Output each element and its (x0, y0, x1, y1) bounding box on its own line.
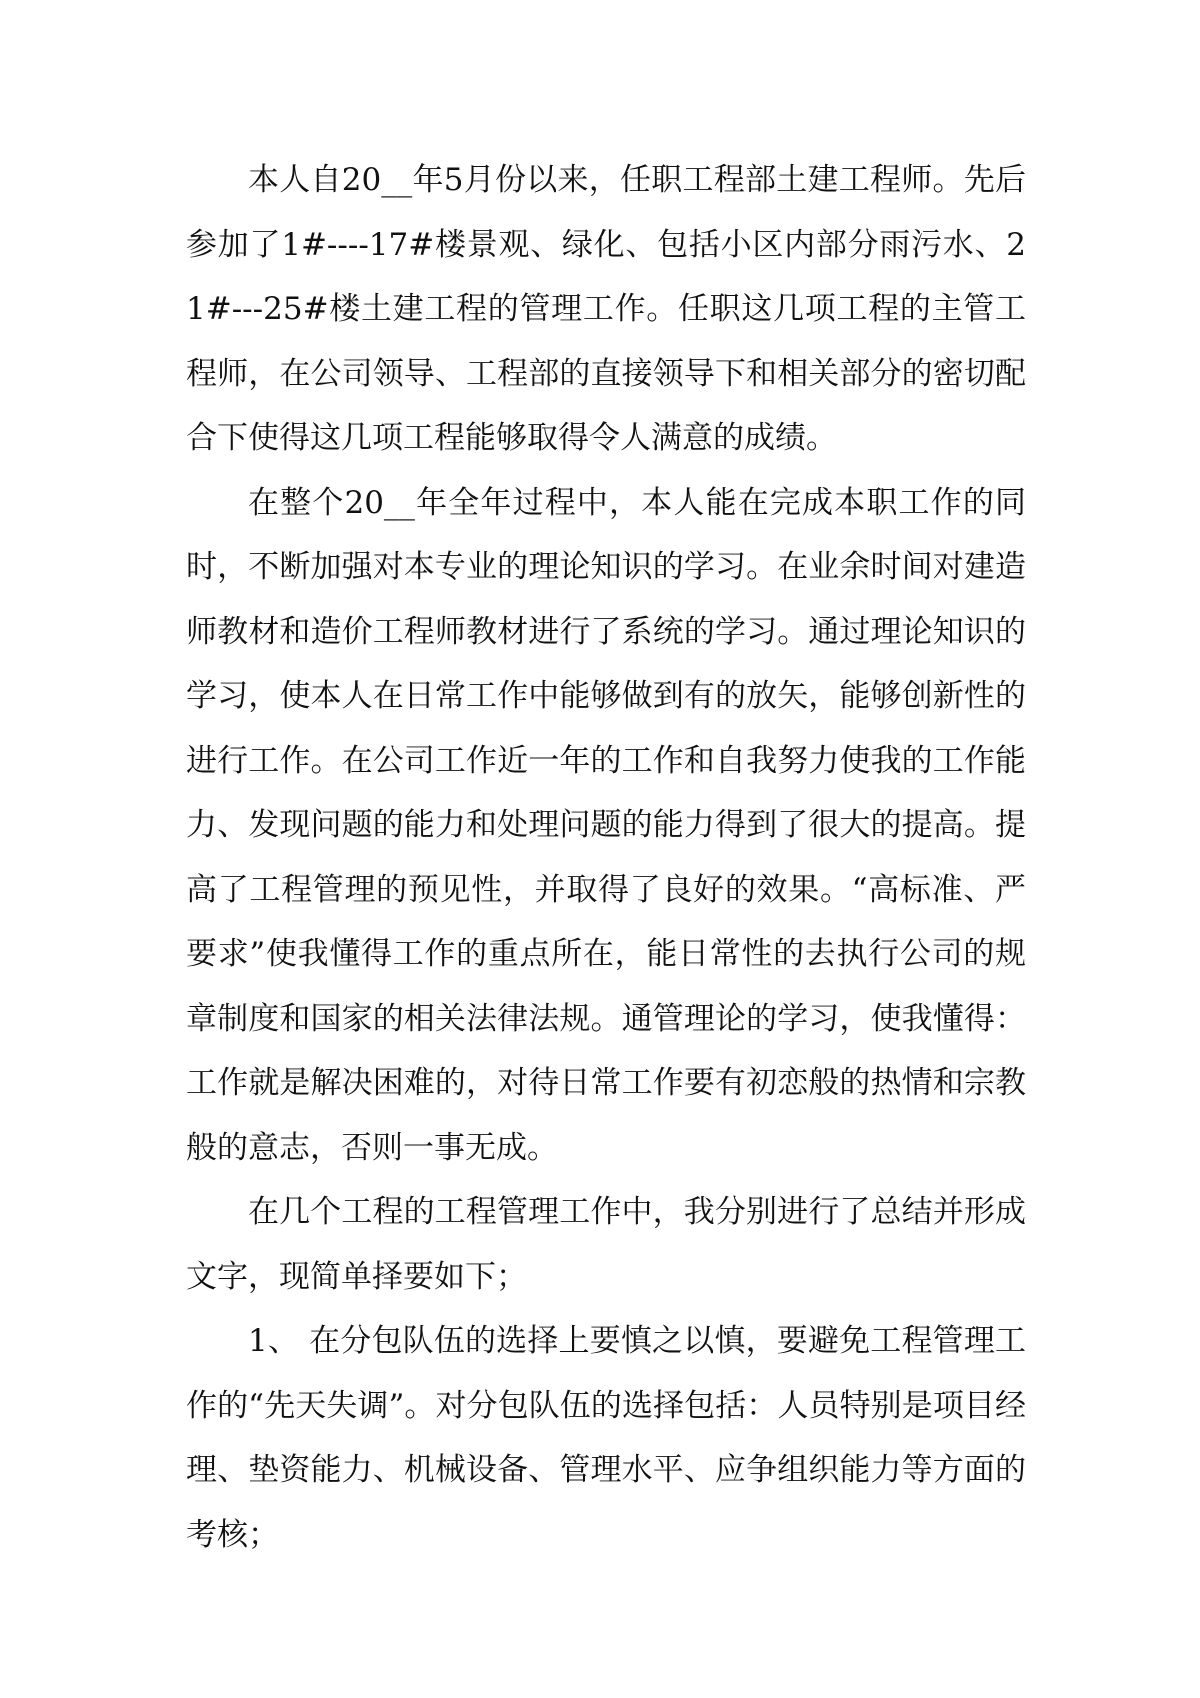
paragraph-item-1: 1、 在分包队伍的选择上要慎之以慎，要避免工程管理工作的“先天失调”。对分包队伍的选择包括：人员特别是项目经理、垫资能力、机械设备、管理水平、应争组织能力等方面的考核； (186, 1323, 1026, 1553)
document-body (186, 148, 1026, 1567)
paragraph-intro: 本人自20__年5月份以来，任职工程部土建工程师。先后参加了1#----17#楼景观、绿化、包括小区内部分雨污水、21#---25#楼土建工程的管理工作。任职这几项工程的主管工程师，在公司领导、工程部的直接领导下和相关部分的密切配合下使得这几项工程能够取得令人满意的成绩。 (186, 162, 1026, 456)
paragraph-summary: 在几个工程的工程管理工作中，我分别进行了总结并形成文字，现简单择要如下； (186, 1194, 1026, 1295)
paragraph-study: 在整个20__年全年过程中，本人能在完成本职工作的同时，不断加强对本专业的理论知识的学习。在业余时间对建造师教材和造价工程师教材进行了系统的学习。通过理论知识的学习，使本人在日常工作中能够做到有的放矢，能够创新性的进行工作。在公司工作近一年的工作和自我努力使我的工作能力、发现问题的能力和处理问题的能力得到了很大的提高。提高了工程管理的预见性，并取得了良好的效果。“高标准、严要求”使我懂得工作的重点所在，能日常性的去执行公司的规章制度和国家的相关法律法规。通管理论的学习，使我懂得：工作就是解决困难的，对待日常工作要有初恋般的热情和宗教般的意志，否则一事无成。 (186, 484, 1026, 1166)
